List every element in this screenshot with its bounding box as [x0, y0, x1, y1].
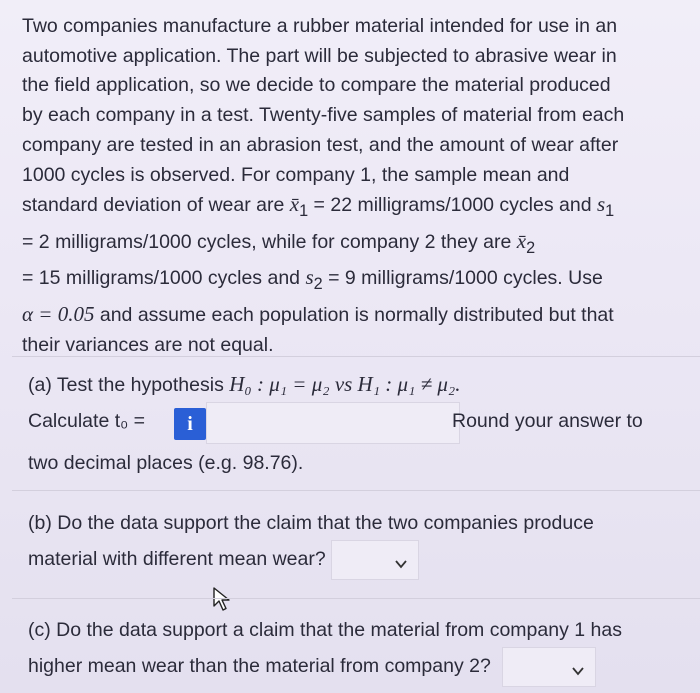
part-b-question: [28, 507, 594, 580]
decimal-instruction: two decimal places (e.g. 98.76).: [28, 452, 304, 474]
problem-line: standard deviation of wear are $x̄_1 = 22$ milligrams/1000 cycles and $s_1$: [22, 192, 615, 221]
info-icon[interactable]: i: [174, 408, 206, 440]
part-c-line: higher mean wear than the material from company 2?: [28, 647, 622, 687]
alpha-value: α = 0.05: [22, 302, 95, 326]
problem-line: 1000 cycles is observed. For company 1, the sample mean and: [22, 163, 570, 186]
divider: [12, 490, 700, 491]
part-a-question: (a) Test the hypothesis H₀ : μ₁ = μ₂ vs H₁ : μ₁ ≠ μ₂.: [28, 372, 461, 396]
problem-line: automotive application. The part will be subjected to abrasive wear in: [22, 44, 617, 67]
divider: [12, 598, 700, 599]
problem-statement: [22, 12, 682, 360]
hypothesis-expression: H₀ : μ₁ = μ₂ vs H₁ : μ₁ ≠ μ₂.: [229, 372, 461, 396]
t0-answer-input[interactable]: [206, 402, 460, 444]
calculate-label: Calculate t₀ =: [28, 410, 146, 432]
part-c-dropdown[interactable]: [502, 647, 596, 687]
xbar1-symbol: x̄: [289, 192, 300, 217]
problem-line: Two companies manufacture a rubber material intended for use in an: [22, 15, 618, 37]
problem-line: = 15 milligrams/1000 cycles and $s_2 = 9$ milligrams/1000 cycles. Use: [22, 265, 603, 294]
problem-line: the field application, so we decide to compare the material produced: [22, 74, 611, 97]
part-c-question: [28, 614, 622, 687]
part-b-dropdown[interactable]: [331, 540, 419, 580]
problem-line: company are tested in an abrasion test, and the amount of wear after: [22, 133, 619, 156]
divider: [12, 356, 700, 357]
part-b-line: material with different mean wear?: [28, 540, 594, 580]
part-c-line: (c) Do the data support a claim that the material from company 1 has: [28, 619, 622, 641]
calculate-row: [28, 408, 678, 442]
xbar2-symbol: x̄: [516, 228, 527, 253]
mouse-pointer-icon: [212, 586, 236, 612]
problem-line: α = 0.05 and assume each population is normally distributed but that: [22, 302, 614, 326]
chevron-down-icon: [394, 550, 408, 583]
part-b-line: (b) Do the data support the claim that the two companies produce: [28, 512, 594, 534]
problem-line: their variances are not equal.: [22, 333, 274, 356]
s2-symbol: s: [305, 265, 314, 290]
s1-symbol: s: [596, 192, 606, 217]
round-instruction: Round your answer to: [452, 410, 643, 432]
chevron-down-icon: [571, 657, 585, 690]
problem-line: by each company in a test. Twenty-five samples of material from each: [22, 104, 625, 127]
problem-line: = 2 milligrams/1000 cycles, while for company 2 they are $x̄_2$: [22, 228, 536, 257]
